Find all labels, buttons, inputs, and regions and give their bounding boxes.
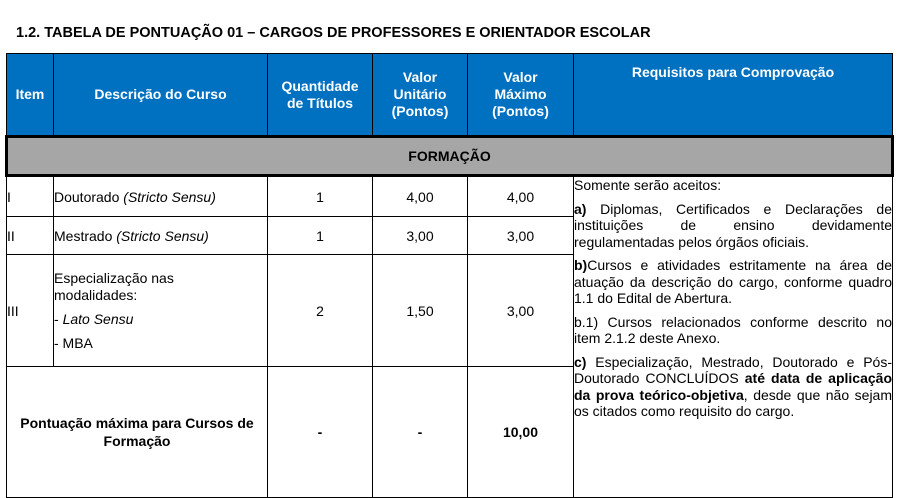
page-title: 1.2. TABELA DE PONTUAÇÃO 01 – CARGOS DE PROFESSORES E ORIENTADOR ESCOLAR [16,25,651,41]
row-valor-maximo: 3,00 [468,255,574,367]
row-item: II [7,217,54,255]
req-c-text1: Especialização, Mestrado, Doutorado e Pós-Doutorado CONCLUÍDOS [574,353,892,386]
req-b-text: Cursos e atividades estritamente na área de atuação da descrição do cargo, conforme quadro 1.1 do Edital de Abertura. [574,257,892,306]
desc-italic: (Stricto Sensu) [123,188,216,205]
desc-option-mba: - MBA [54,334,93,351]
header-vu-line3: (Pontos) [391,103,449,119]
row-valor-unitario: 3,00 [373,217,468,255]
section-row [7,137,893,176]
req-c-label: c) [574,353,587,370]
req-b [574,257,892,307]
row-quantidade: 1 [268,176,373,217]
row-quantidade: 1 [268,217,373,255]
row-valor-maximo: 4,00 [468,176,574,217]
req-intro: Somente serão aceitos: [574,177,722,193]
req-a [574,201,892,251]
total-valor-unitario: - [373,367,468,498]
header-vu-line1: Valor [402,69,438,85]
header-vm-line3: (Pontos) [492,103,549,119]
req-c-bold: até data de aplicação da prova teórico-objetiva [574,370,892,403]
req-b1: b.1) Cursos relacionados conforme descrito no item 2.1.2 deste Anexo. [574,313,892,346]
req-c [574,354,892,420]
row-item: I [7,176,54,217]
desc-main: Mestrado [54,227,117,244]
desc-option-lato-text: Lato Sensu [62,310,134,327]
total-quantidade: - [268,367,373,498]
req-a-text: Diplomas, Certificados e Declarações de instituições de ensino devidamente regulamentadas pelos órgãos oficiais. [574,200,892,250]
desc-main: Doutorado [54,188,124,205]
header-vm-line2: Máximo [494,86,547,102]
requisitos-cell [574,176,893,498]
desc-line-1: Especialização nas [54,269,174,286]
row-valor-maximo: 3,00 [468,217,574,255]
header-quantidade [268,54,373,137]
header-quantidade-line1: Quantidade [281,77,359,94]
row-quantidade: 2 [268,255,373,367]
header-vm-line1: Valor [503,69,538,85]
desc-option-prefix: - [54,310,63,327]
header-item: Item [7,54,54,137]
desc-option-lato [54,311,267,328]
row-valor-unitario: 4,00 [373,176,468,217]
table-row [7,176,893,217]
total-label: Pontuação máxima para Cursos de Formação [7,367,268,498]
section-formacao: FORMAÇÃO [7,137,893,176]
header-descricao: Descrição do Curso [54,54,268,137]
header-requisitos: Requisitos para Comprovação [574,54,893,137]
row-descricao [54,176,268,217]
score-table [5,53,894,498]
total-valor-maximo: 10,00 [468,367,574,498]
table-header-row [7,54,893,137]
header-valor-maximo [468,54,574,137]
desc-line-2: modalidades: [54,286,138,303]
req-a-label: a) [574,200,587,217]
row-item: III [7,255,54,367]
row-valor-unitario: 1,50 [373,255,468,367]
req-c-text2: , desde que não sejam os citados como requisito do cargo. [574,386,893,419]
req-b-label: b) [574,257,588,273]
header-quantidade-line2: de Títulos [286,94,354,111]
header-valor-unitario [373,54,468,137]
header-vu-line2: Unitário [393,86,447,102]
row-descricao [54,255,268,367]
row-descricao [54,217,268,255]
desc-italic: (Stricto Sensu) [116,227,209,244]
